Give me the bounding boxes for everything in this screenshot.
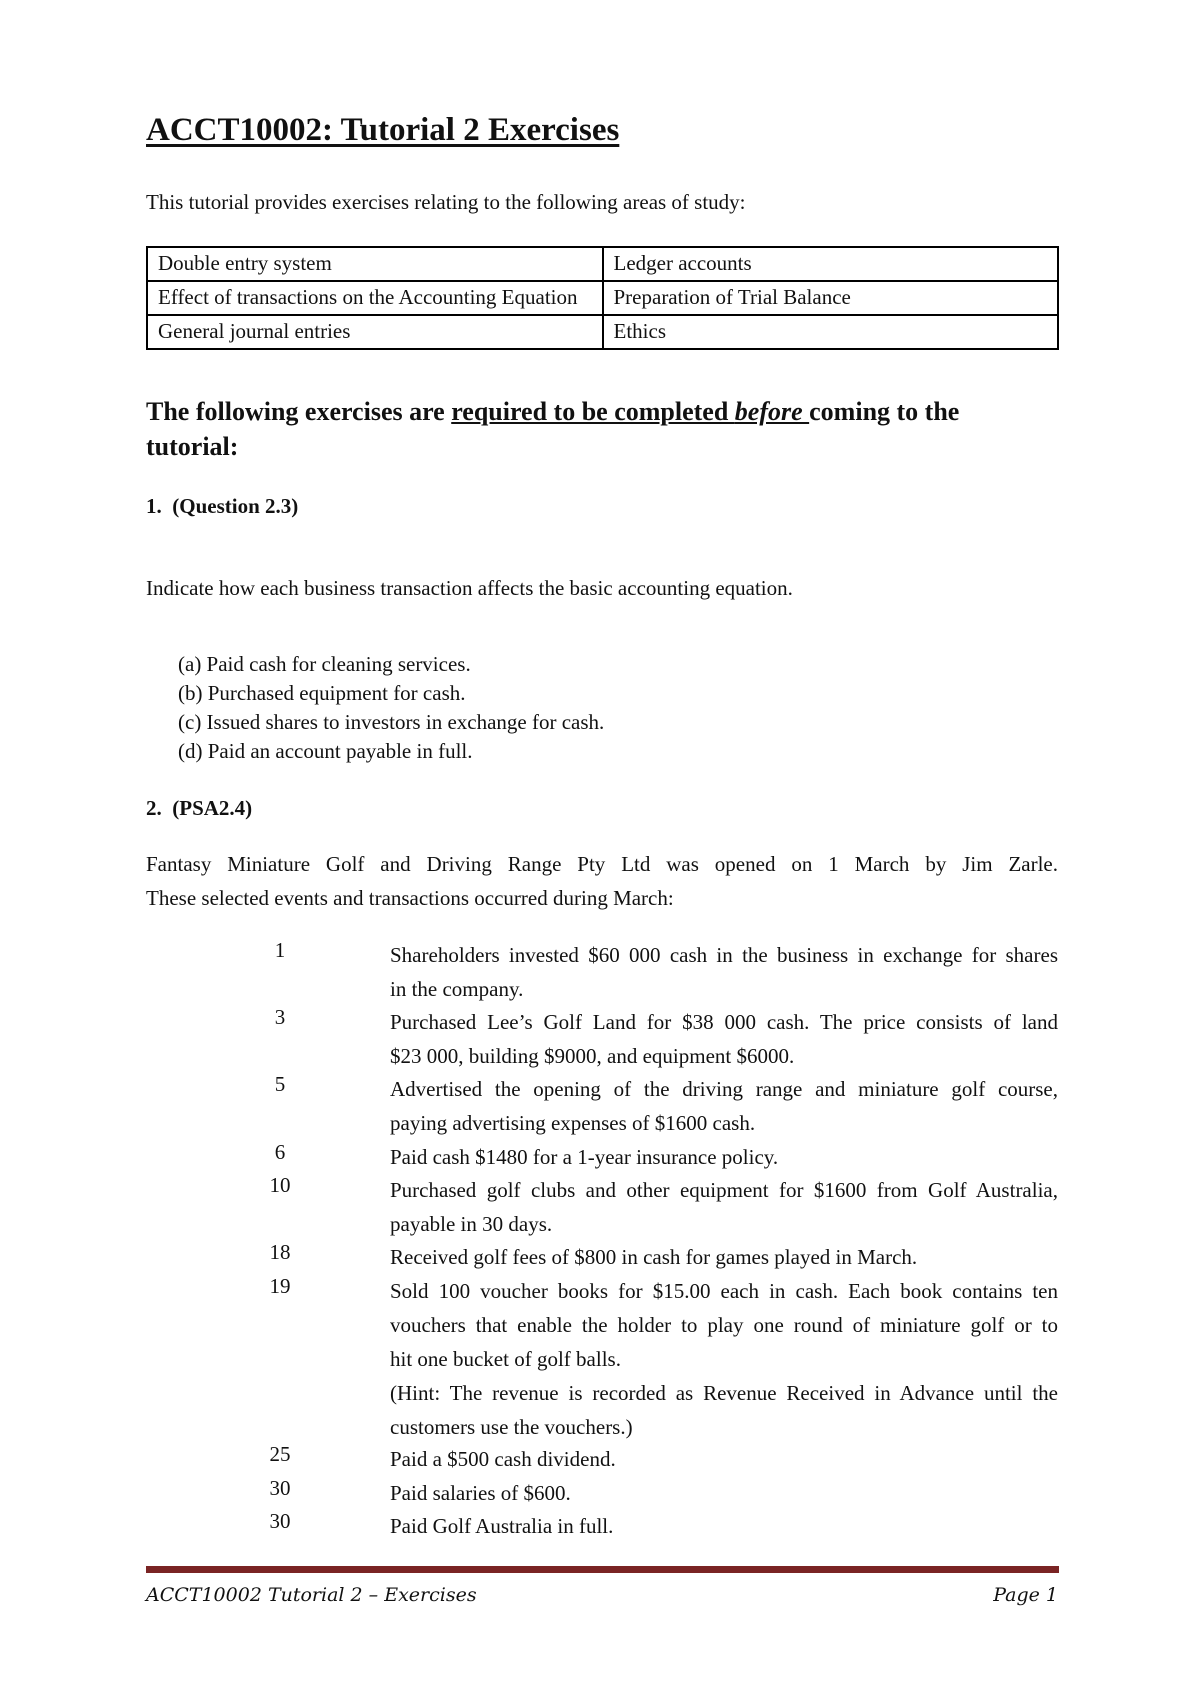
transaction-line: $23 000, building $9000, and equipment $6000. xyxy=(390,1044,795,1069)
question-1-heading xyxy=(146,494,298,519)
question-1-instruction: Indicate how each business transaction affects the basic accounting equation. xyxy=(146,576,793,600)
required-heading-emphasis: required to be completed xyxy=(451,397,735,426)
table-cell: Double entry system xyxy=(147,247,603,281)
transaction-description xyxy=(390,1140,1058,1174)
table-row xyxy=(147,281,1058,315)
page-title: ACCT10002: Tutorial 2 Exercises xyxy=(146,112,620,148)
table-cell: Ledger accounts xyxy=(603,247,1059,281)
question-number: 1. xyxy=(146,494,162,518)
list-item: (a) Paid cash for cleaning services. xyxy=(178,652,471,676)
transaction-description xyxy=(390,938,1058,1006)
transaction-line: Advertised the opening of the driving range and miniature golf course, xyxy=(390,1077,1058,1102)
list-item: (c) Issued shares to investors in exchange for cash. xyxy=(178,710,605,734)
question-2-intro-line: These selected events and transactions occurred during March: xyxy=(146,886,674,910)
required-heading-part: The following exercises are xyxy=(146,397,452,426)
question-number: 2. xyxy=(146,796,162,820)
question-title: (PSA2.4) xyxy=(172,796,253,820)
transaction-day: 5 xyxy=(274,1072,286,1097)
required-heading-before: before xyxy=(734,397,810,426)
transaction-description xyxy=(390,1274,1058,1444)
transaction-description xyxy=(390,1173,1058,1241)
transaction-line: vouchers that enable the holder to play one round of miniature golf or to xyxy=(390,1313,1058,1337)
page-number: Page 1 xyxy=(993,1584,1058,1606)
transaction-line: paying advertising expenses of $1600 cash. xyxy=(390,1111,756,1136)
transaction-day: 3 xyxy=(274,1005,286,1030)
table-row xyxy=(147,247,1058,281)
transaction-line: in the company. xyxy=(390,977,524,1001)
transaction-line: Sold 100 voucher books for $15.00 each in cash. Each book contains ten xyxy=(390,1279,1058,1303)
transaction-description xyxy=(390,1240,1058,1274)
intro-text: This tutorial provides exercises relating to the following areas of study: xyxy=(146,190,746,214)
transaction-line: (Hint: The revenue is recorded as Revenue Received in Advance until the xyxy=(390,1381,1058,1405)
transaction-description xyxy=(390,1072,1058,1140)
transaction-description xyxy=(390,1476,1058,1510)
transaction-line: Received golf fees of $800 in cash for games played in March. xyxy=(390,1245,918,1270)
table-row xyxy=(147,315,1058,349)
table-cell: Effect of transactions on the Accounting Equation xyxy=(147,281,603,315)
transaction-day: 1 xyxy=(274,938,286,962)
list-item: (d) Paid an account payable in full. xyxy=(178,739,473,763)
table-cell: Ethics xyxy=(603,315,1059,349)
transaction-day: 25 xyxy=(269,1442,291,1466)
required-heading-part: coming to the tutorial: xyxy=(146,397,960,461)
transaction-line: Paid Golf Australia in full. xyxy=(390,1514,614,1539)
transaction-day: 19 xyxy=(269,1274,291,1298)
footer-rule xyxy=(146,1566,1059,1573)
transaction-line: customers use the vouchers.) xyxy=(390,1415,633,1439)
table-cell: General journal entries xyxy=(147,315,603,349)
transaction-day: 6 xyxy=(274,1139,286,1164)
transaction-line: hit one bucket of golf balls. xyxy=(390,1347,621,1371)
transaction-day: 10 xyxy=(269,1173,291,1198)
table-cell: Preparation of Trial Balance xyxy=(603,281,1059,315)
transaction-line: Paid cash $1480 for a 1-year insurance policy. xyxy=(390,1144,779,1169)
transaction-line: Shareholders invested $60 000 cash in the business in exchange for shares xyxy=(390,943,1058,967)
transaction-day: 18 xyxy=(269,1240,291,1265)
footer-title: ACCT10002 Tutorial 2 – Exercises xyxy=(146,1584,477,1606)
transaction-description xyxy=(390,1005,1058,1073)
question-2-heading xyxy=(146,796,252,821)
transaction-day: 30 xyxy=(269,1475,291,1500)
transaction-line: payable in 30 days. xyxy=(390,1212,553,1237)
areas-of-study-table xyxy=(146,246,1059,350)
question-2-intro-line: Fantasy Miniature Golf and Driving Range Pty Ltd was opened on 1 March by Jim Zarle. xyxy=(146,852,1058,876)
transaction-line: Purchased Lee’s Golf Land for $38 000 cash. The price consists of land xyxy=(390,1010,1058,1035)
list-item: (b) Purchased equipment for cash. xyxy=(178,681,466,705)
required-heading xyxy=(146,394,1058,464)
question-title: (Question 2.3) xyxy=(172,494,299,518)
transaction-line: Paid a $500 cash dividend. xyxy=(390,1447,616,1471)
transaction-day: 30 xyxy=(269,1509,291,1534)
transaction-line: Purchased golf clubs and other equipment for $1600 from Golf Australia, xyxy=(390,1178,1058,1203)
transaction-line: Paid salaries of $600. xyxy=(390,1480,571,1505)
transaction-description xyxy=(390,1442,1058,1476)
transaction-description xyxy=(390,1509,1058,1543)
